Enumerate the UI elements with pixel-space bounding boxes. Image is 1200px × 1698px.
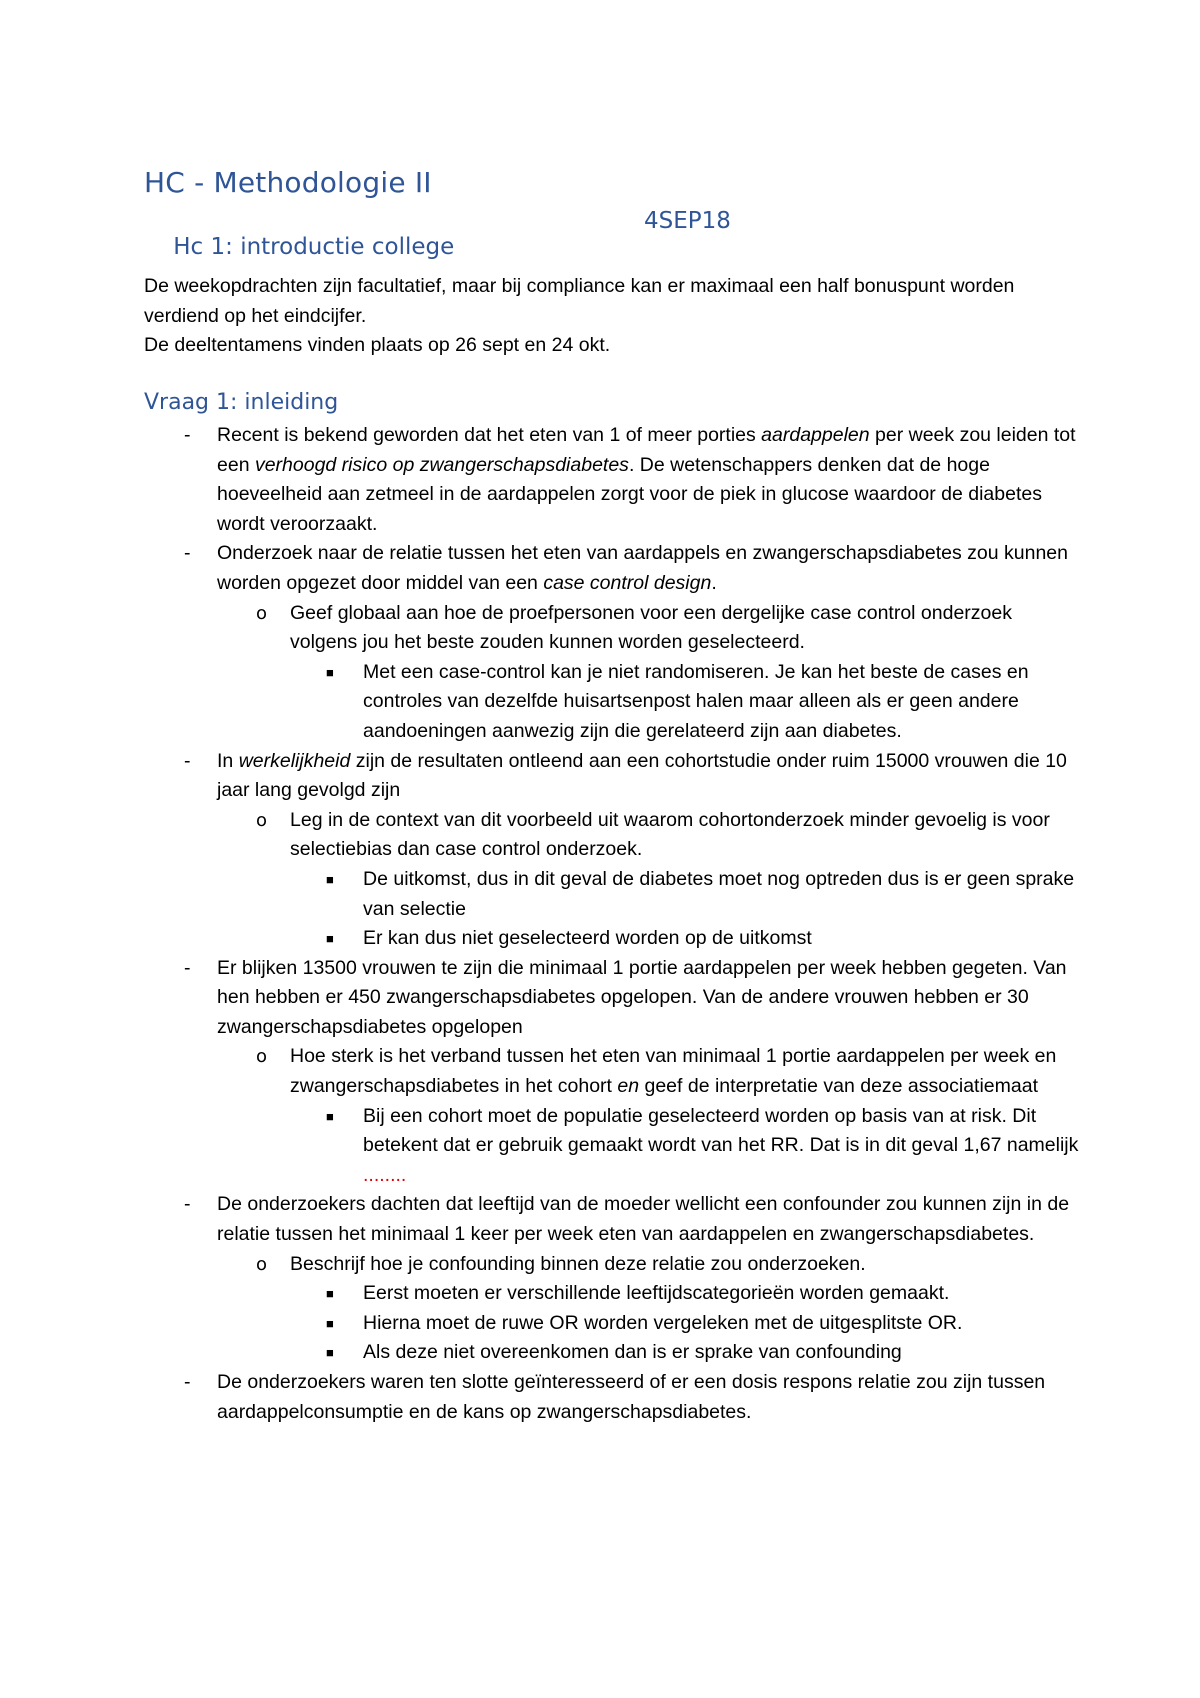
text-run: De uitkomst, dus in dit geval de diabetes moet nog optreden dus is er geen sprake van selectie: [363, 867, 1075, 920]
text-run: Geef globaal aan hoe de proefpersonen voor een dergelijke case control onderzoek volgens jou het beste zouden kunnen worden geselecteerd.: [290, 601, 1012, 654]
text-run: zijn de resultaten ontleend aan een cohortstudie onder ruim 15000 vrouwen die 10 jaar lang gevolgd zijn: [217, 749, 1067, 802]
document-title: HC - Methodologie II: [144, 166, 432, 199]
list-item-level-3: [144, 1102, 1084, 1191]
bullet-marker: ■: [326, 871, 334, 887]
list-item-level-1: [144, 1190, 1084, 1249]
subtitle-text: Hc 1: introductie college: [173, 234, 455, 260]
bullet-marker: ■: [326, 1345, 334, 1361]
text-run: Onderzoek naar de relatie tussen het eten van aardappels en zwangerschapsdiabetes zou kunnen worden opgezet door middel van een: [217, 542, 1068, 594]
text-run: . De wetenschappers denken dat de hoge hoeveelheid aan zetmeel in de aardappelen zorgt voor de piek in glucose waardoor de diabetes wordt veroorzaakt.: [217, 453, 1042, 535]
bullet-marker: -: [184, 1193, 191, 1216]
list-item-level-3: [144, 1279, 1084, 1309]
list-item-level-1: [144, 747, 1084, 806]
list-item-level-1: [144, 954, 1084, 1043]
list-item-text: [363, 1341, 902, 1363]
text-run: Hoe sterk is het verband tussen het eten van minimaal 1 portie aardappelen per week en zwangerschapsdiabetes in het cohort: [290, 1045, 1057, 1098]
emphasis-text: werkelijkheid: [238, 749, 351, 772]
bullet-marker: -: [184, 424, 191, 446]
list-item-level-2: [144, 1250, 1084, 1280]
list-item-text: [217, 1371, 1045, 1423]
list-item-level-3: [144, 1309, 1084, 1339]
intro-paragraph: De weekopdrachten zijn facultatief, maar bij compliance kan er maximaal een half bonuspunt worden verdiend op het eindcijfer.: [144, 275, 1015, 327]
text-run: In: [217, 749, 239, 772]
text-run: Er blijken 13500 vrouwen te zijn die minimaal 1 portie aardappelen per week hebben gegeten. Van hen hebben er 450 zwangerschapsdiabetes opgelopen. Van de andere vrouwen hebben er 30 zwangerschapsdiabetes opgelopen: [217, 956, 1067, 1038]
text-run: Als deze niet overeenkomen dan is er sprake van confounding: [363, 1341, 902, 1364]
list-item-text: [363, 661, 1029, 742]
emphasis-text: case control design: [543, 571, 712, 594]
bullet-marker: ■: [326, 1315, 334, 1331]
list-item-text: [290, 602, 1012, 654]
emphasis-text: verhoogd risico op zwangerschapsdiabetes: [254, 453, 629, 476]
list-item-text: [363, 868, 1074, 920]
text-run: Bij een cohort moet de populatie geselecteerd worden op basis van at risk. Dit betekent dat er gebruik gemaakt wordt van het RR. Dat is in dit geval 1,67 namelijk: [363, 1104, 1079, 1157]
bullet-marker: -: [184, 1371, 191, 1393]
list-item-level-2: [144, 806, 1084, 865]
list-item-text: [363, 1312, 962, 1334]
lecture-date: 4SEP18: [644, 208, 731, 234]
list-item-level-1: [144, 539, 1084, 598]
text-run: Beschrijf hoe je confounding binnen deze relatie zou onderzoeken.: [290, 1252, 866, 1275]
list-item-text: [217, 542, 1068, 594]
intro-block: [144, 272, 1074, 361]
list-item-text: [217, 750, 1067, 802]
bullet-marker: ■: [326, 1286, 334, 1302]
bullet-marker: o: [256, 1046, 268, 1068]
bullet-marker: -: [184, 749, 191, 772]
text-run: De onderzoekers waren ten slotte geïnteresseerd of er een dosis respons relatie zou zijn tussen aardappelconsumptie en de kans op zwangerschapsdiabetes.: [217, 1371, 1046, 1423]
list-item-text: [217, 957, 1067, 1038]
bullet-marker: o: [256, 1253, 268, 1275]
section-heading: Vraag 1: inleiding: [144, 390, 339, 415]
list-item-level-3: [144, 1338, 1084, 1368]
bullet-marker: -: [184, 542, 191, 565]
text-run: Leg in de context van dit voorbeeld uit waarom cohortonderzoek minder gevoelig is voor selectiebias dan case control onderzoek.: [290, 808, 1050, 861]
bullet-marker: o: [256, 809, 268, 831]
list-item-text: [217, 424, 1076, 535]
text-run: .: [711, 571, 717, 594]
list-item-text: [363, 1105, 1078, 1186]
bullet-marker: -: [184, 956, 191, 979]
text-run: Recent is bekend geworden dat het eten van 1 of meer porties: [217, 424, 762, 446]
emphasis-text: en: [617, 1075, 640, 1098]
intro-paragraph: De deeltentamens vinden plaats op 26 sept en 24 okt.: [144, 334, 611, 357]
text-run: Met een case-control kan je niet randomiseren. Je kan het beste de cases en controles van dezelfde huisartsenpost halen maar alleen als er geen andere aandoeningen aanwezig zijn die gerelateerd zijn aan diabetes.: [363, 660, 1029, 742]
list-item-level-2: [144, 1042, 1084, 1101]
text-run: Er kan dus niet geselecteerd worden op de uitkomst: [363, 927, 812, 950]
bullet-marker: ■: [326, 1108, 334, 1124]
list-item-text: [290, 1253, 866, 1275]
list-item-level-3: [144, 658, 1084, 747]
emphasis-text: aardappelen: [761, 424, 870, 446]
text-run: Hierna moet de ruwe OR worden vergeleken met de uitgesplitste OR.: [363, 1311, 963, 1334]
text-run: geef de interpretatie van deze associatiemaat: [639, 1075, 1038, 1098]
list-item-level-3: [144, 924, 1084, 954]
list-item-text: [217, 1193, 1069, 1245]
placeholder-dots: ........: [363, 1163, 407, 1186]
text-run: per week zou leiden tot een: [217, 424, 1076, 476]
text-run: De onderzoekers dachten dat leeftijd van de moeder wellicht een confounder zou kunnen zijn in de relatie tussen het minimaal 1 keer per week eten van aardappelen en zwangerschapsdiabetes.: [217, 1193, 1070, 1246]
list-item-level-2: [144, 599, 1084, 658]
list-item-level-3: [144, 865, 1084, 924]
bullet-marker: o: [256, 602, 268, 624]
question-list: [144, 421, 1084, 1427]
list-item-text: [363, 927, 812, 949]
text-run: Eerst moeten er verschillende leeftijdscategorieën worden gemaakt.: [363, 1282, 950, 1305]
list-item-level-1: [144, 1368, 1084, 1427]
list-item-text: [363, 1282, 949, 1304]
list-item-level-1: [144, 421, 1084, 539]
bullet-marker: ■: [326, 664, 334, 680]
list-item-text: [290, 809, 1050, 861]
list-item-text: [290, 1045, 1056, 1097]
bullet-marker: ■: [326, 931, 334, 947]
